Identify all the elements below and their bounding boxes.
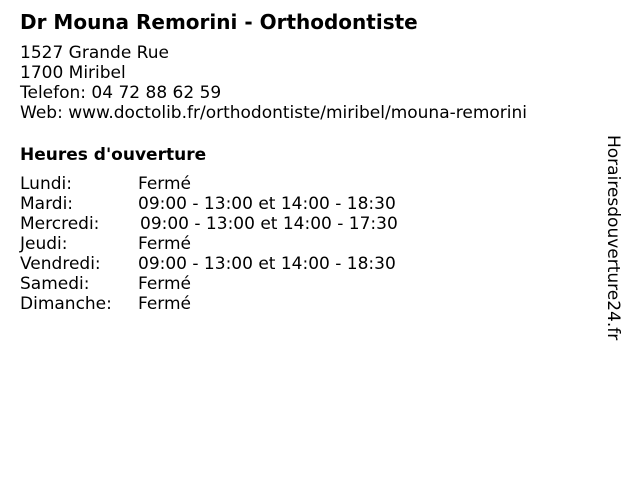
hours-heading: Heures d'ouverture — [20, 145, 207, 165]
day-hours: Fermé — [138, 174, 192, 194]
phone-line: Telefon: 04 72 88 62 59 — [20, 83, 222, 103]
day-hours: Fermé — [138, 234, 192, 254]
city-line: 1700 Miribel — [20, 63, 126, 83]
day-label: Samedi: — [20, 274, 90, 294]
day-label: Dimanche: — [20, 294, 112, 314]
day-hours: Fermé — [138, 294, 192, 314]
day-label: Lundi: — [20, 174, 72, 194]
day-label: Vendredi: — [20, 254, 101, 274]
day-label: Mercredi: — [20, 214, 100, 234]
day-hours: 09:00 - 13:00 et 14:00 - 17:30 — [140, 214, 398, 234]
day-label: Mardi: — [20, 194, 74, 214]
day-hours: 09:00 - 13:00 et 14:00 - 18:30 — [138, 194, 396, 214]
site-watermark: Horairesdouverture24.fr — [603, 135, 623, 341]
page-title: Dr Mouna Remorini - Orthodontiste — [20, 10, 418, 34]
day-hours: 09:00 - 13:00 et 14:00 - 18:30 — [138, 254, 396, 274]
address-block — [20, 43, 527, 123]
day-label: Jeudi: — [20, 234, 68, 254]
day-hours: Fermé — [138, 274, 192, 294]
web-line: Web: www.doctolib.fr/orthodontiste/miribel/mouna-remorini — [20, 103, 527, 123]
street-line: 1527 Grande Rue — [20, 43, 169, 63]
